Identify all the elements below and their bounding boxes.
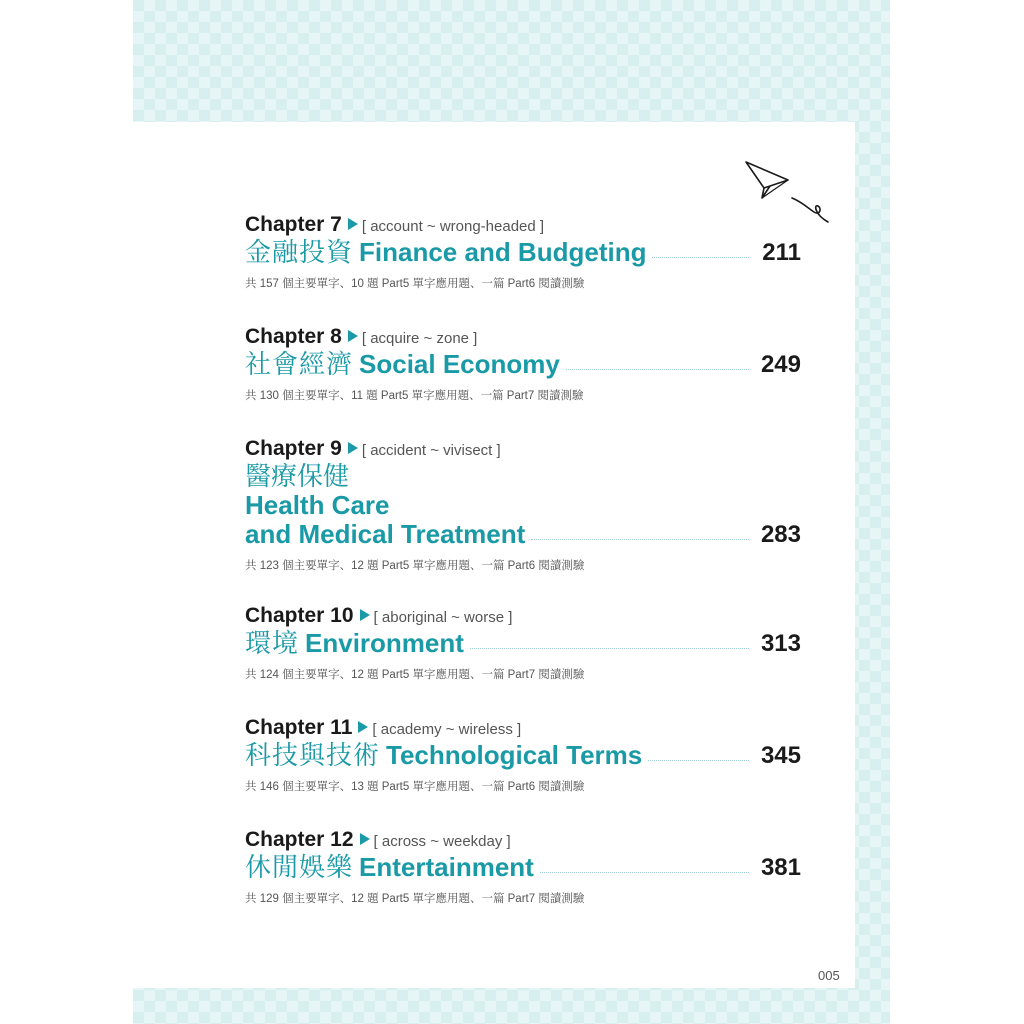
- chapter-label: Chapter 12: [245, 828, 354, 851]
- play-arrow-icon: [358, 721, 368, 733]
- chapter-title: [245, 741, 642, 770]
- page-number: 249: [760, 351, 801, 378]
- toc-entry-chapter-12[interactable]: [245, 827, 805, 906]
- chapter-label: Chapter 7: [245, 213, 342, 236]
- toc-entry-chapter-9[interactable]: [245, 436, 805, 573]
- page-number: 381: [760, 854, 801, 881]
- chapter-title-zh: 金融投資: [245, 237, 354, 267]
- toc-entry-chapter-11[interactable]: [245, 715, 805, 794]
- chapter-label: Chapter 10: [245, 604, 354, 627]
- chapter-title-en-line-1: Health Care: [245, 490, 390, 520]
- toc-entry-chapter-10[interactable]: [245, 603, 805, 682]
- chapter-title-zh: 休閒娛樂: [245, 852, 354, 882]
- chapter-summary: 共 124 個主要單字、12 題 Part5 單字應用題、一篇 Part7 閱讀測驗: [245, 669, 585, 681]
- toc-entry-chapter-8[interactable]: [245, 324, 805, 403]
- chapter-title-zh: 科技與技術: [245, 740, 381, 770]
- chapter-label: Chapter 8: [245, 325, 342, 348]
- chapter-title: [245, 853, 534, 882]
- chapter-summary: 共 129 個主要單字、12 題 Part5 單字應用題、一篇 Part7 閱讀測驗: [245, 893, 585, 905]
- chapter-title-en: Environment: [305, 628, 464, 658]
- toc-entry-chapter-7[interactable]: [245, 212, 805, 291]
- chapter-title-zh: 社會經濟: [245, 349, 354, 379]
- word-range: [ aboriginal ~ worse ]: [373, 609, 513, 626]
- chapter-title-en-line-2: and Medical Treatment: [245, 519, 526, 549]
- play-arrow-icon: [360, 833, 370, 845]
- page-number: 283: [760, 521, 801, 548]
- chapter-summary: 共 157 個主要單字、10 題 Part5 單字應用題、一篇 Part6 閱讀測驗: [245, 278, 585, 290]
- page-number: 211: [762, 239, 801, 266]
- chapter-title-en: Entertainment: [359, 852, 534, 882]
- play-arrow-icon: [348, 330, 358, 342]
- chapter-title-zh: 環境: [245, 628, 300, 658]
- chapter-label: Chapter 9: [245, 437, 342, 460]
- word-range: [ acquire ~ zone ]: [361, 330, 478, 347]
- play-arrow-icon: [348, 442, 358, 454]
- word-range: [ academy ~ wireless ]: [372, 721, 522, 738]
- chapter-title-en: Social Economy: [359, 349, 560, 379]
- chapter-title: [245, 350, 560, 379]
- dot-leader: [566, 368, 749, 370]
- dot-leader: [540, 871, 749, 873]
- chapter-title: [245, 238, 646, 267]
- word-range: [ across ~ weekday ]: [373, 833, 511, 850]
- page-number: 313: [760, 630, 801, 657]
- dot-leader: [648, 759, 749, 761]
- page-number: 345: [760, 742, 801, 769]
- page-folio: 005: [818, 968, 840, 983]
- chapter-label: Chapter 11: [245, 716, 353, 739]
- chapter-title-en: Finance and Budgeting: [359, 237, 647, 267]
- chapter-title: [245, 629, 464, 658]
- dot-leader: [531, 538, 749, 540]
- chapter-summary: 共 146 個主要單字、13 題 Part5 單字應用題、一篇 Part6 閱讀測驗: [245, 781, 585, 793]
- play-arrow-icon: [360, 609, 370, 621]
- chapter-title-en: Technological Terms: [386, 740, 643, 770]
- word-range: [ accident ~ vivisect ]: [361, 442, 501, 459]
- chapter-summary: 共 130 個主要單字、11 題 Part5 單字應用題、一篇 Part7 閱讀測驗: [245, 390, 584, 402]
- chapter-summary: 共 123 個主要單字、12 題 Part5 單字應用題、一篇 Part6 閱讀測驗: [245, 560, 585, 572]
- play-arrow-icon: [348, 218, 358, 230]
- dot-leader: [470, 647, 749, 649]
- dot-leader: [652, 256, 749, 258]
- word-range: [ account ~ wrong-headed ]: [361, 218, 545, 235]
- chapter-title-zh: 醫療保健: [245, 461, 350, 491]
